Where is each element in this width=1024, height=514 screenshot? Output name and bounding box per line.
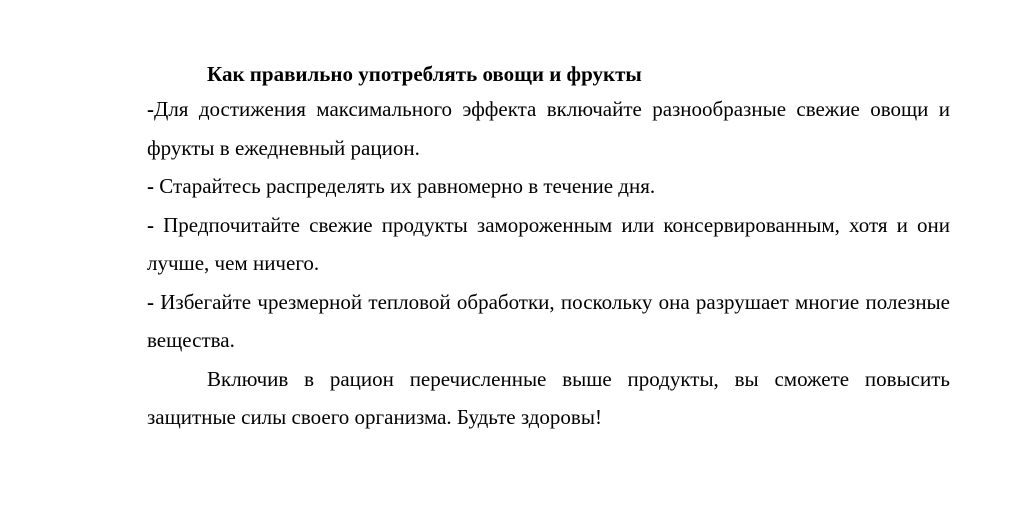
list-dash: - xyxy=(147,97,154,121)
list-item-text: Избегайте чрезмерной тепловой обработки, поскольку она разрушает многие полезные вещества. xyxy=(147,289,950,352)
list-item-text: Старайтесь распределять их равномерно в течение дня. xyxy=(154,174,656,198)
list-item-1 xyxy=(147,90,950,167)
list-item-2 xyxy=(147,167,950,206)
list-dash: - xyxy=(147,212,154,237)
document-title: Как правильно употреблять овощи и фрукты xyxy=(207,62,642,86)
list-dash: - xyxy=(147,289,154,314)
document-page xyxy=(147,60,950,437)
list-item-text: Предпочитайте свежие продукты замороженным или консервированным, хотя и они лучше, чем ничего. xyxy=(147,212,950,275)
conclusion-paragraph: Включив в рацион перечисленные выше продукты, вы сможете повысить защитные силы своего организма. Будьте здоровы! xyxy=(147,366,950,429)
list-dash: - xyxy=(147,174,154,198)
list-item-text: Для достижения максимального эффекта включайте разнообразные свежие овощи и фрукты в ежедневный рацион. xyxy=(147,97,950,160)
list-item-3 xyxy=(147,206,950,283)
list-item-4 xyxy=(147,283,950,360)
